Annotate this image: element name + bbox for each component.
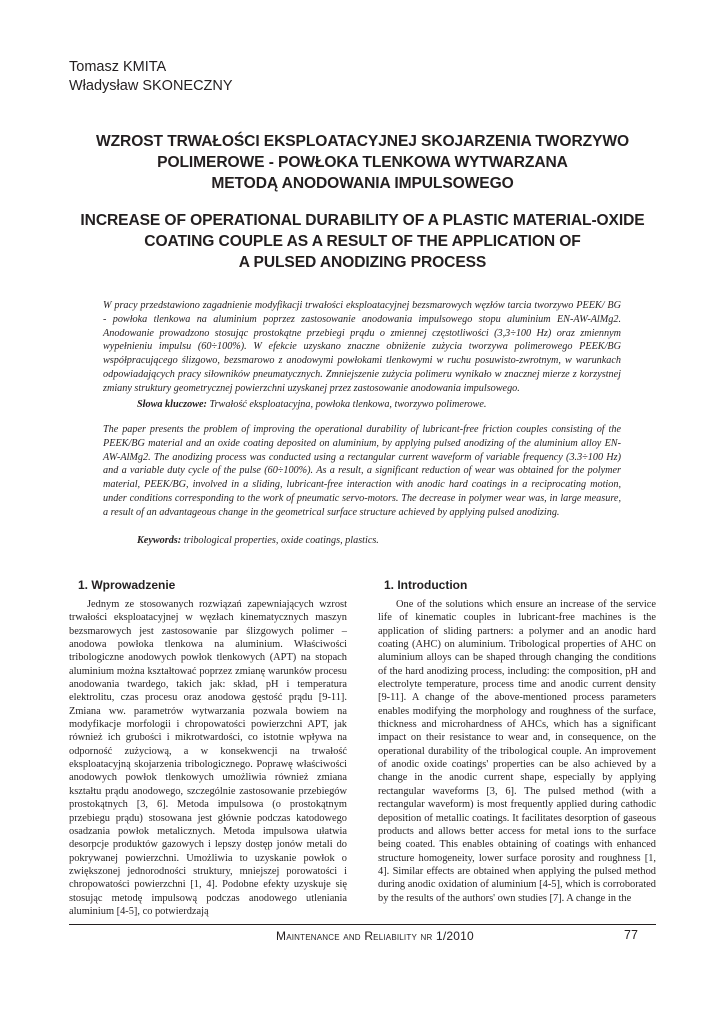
section-heading-polish: 1. Wprowadzenie (78, 578, 176, 592)
abstract-polish: W pracy przedstawiono zagadnienie modyfikacji trwałości eksploatacyjnej bezsmarowych węzłów tarcia tworzywo PEEK/ BG - powłoka tlenkowa na aluminium poprzez zastosowanie anodowania impulsowego stopu aluminium EN-AW-AlMg2. Anodowanie prowadzono stosując prostokątne przebiegi prądu o zmiennej częstotliwości (3,3÷100 Hz) oraz zmiennym wypełnieniu impulsu (60÷100%). W efekcie uzyskano znaczne obniżenie zużycia tworzywa polimerowego PEEK/BG współpracującego ślizgowo, bezsmarowo z anodowymi powłokami tlenkowymi w ruchu posuwisto-zwrotnym, w warunkach odpowiadających pracy siłowników pneumatycznych. Zmniejszenie zużycia polimeru wynikało w znacznej mierze z korzystnej zmiany struktury geometrycznej powierzchni uzyskanej przez zastosowanie anodowania impulsowego. (103, 300, 621, 394)
author-list (69, 58, 233, 96)
author-name: Tomasz KMITA (69, 59, 167, 75)
page-number: 77 (624, 928, 638, 942)
author-name: Władysław SKONECZNY (69, 78, 233, 94)
keywords-label: Keywords: (137, 535, 182, 546)
section-heading-english: 1. Introduction (384, 578, 468, 592)
keywords-text: tribological properties, oxide coatings, plastics. (181, 535, 379, 546)
title-polish (60, 131, 665, 194)
title-english (60, 210, 665, 273)
title-line: POLIMEROWE - POWŁOKA TLENKOWA WYTWARZANA (157, 154, 568, 171)
body-column-english (378, 598, 656, 905)
abstract-english: The paper presents the problem of improving the operational durability of lubricant-free friction couples consisting of the PEEK/BG material and an oxide coating deposited on aluminium, by applying pulsed anodizing of the aluminium alloy EN-AW-AlMg2. The anodizing process was conducted using a rectangular current waveform of variable frequency (3.3÷100 Hz) and a variable duty cycle of the pulse (60÷100%). As a result, a significant reduction of wear was obtained for the polymer material, PEEK/BG, involved in a sliding, lubricant-free interaction with anodic hard coatings in a reciprocating motion, under conditions corresponding to the work of pneumatic servo-motors. The decrease in polymer wear was, in large measure, a result of an advantageous change in the geometrical surface structure achieved by applying pulsed anodizing. (103, 424, 621, 518)
body-paragraph: Jednym ze stosowanych rozwiązań zapewniających wzrost trwałości eksploatacyjnej w węzłach kinematycznych maszyn bezsmarowych jest zastosowanie par ślizgowych polimer – anodowa powłoka tlenkowa na aluminium. Właściwości tribologiczne anodowych powłok tlenkowych (APT) na stopach aluminium można kształtować poprzez zmianę warunków procesu anodowania twardego, takich jak: skład, pH i temperatura elektrolitu, czas procesu oraz anodowa gęstość prądu [9-11]. Zmiana ww. parametrów wytwarzania pozwala bowiem na modyfikacje morfologii i chropowatości powierzchni APT, jak również ich grubości i mikrotwardości, co istotnie wpływa na odporność zużyciową, a w konsekwencji na trwałość eksploatacyjną skojarzenia tribologicznego. Poprawę właściwości anodowych powłok tlenkowych umożliwia również zmiana kształtu prądu anodowego, szczególnie zastosowanie przebiegów prostokątnych [3, 6]. Metoda impulsowa (o prostokątnym przebiegu prądu) stosowana jest głównie podczas katodowego osadzania powłok metalicznych. Metoda impulsowa ułatwia desorpcje produktów gazowych i lepszy dostęp jonów metali do pokrywanej powierzchni. Umożliwia to uzyskanie powłok o zwiększonej jednorodności struktury, mniejszej porowatości i chropowatości powierzchni [1, 4]. Podobne efekty uzyskuje się stosując metodę impulsową podczas anodowego utleniania aluminium [4-5], co potwierdzają (69, 599, 347, 917)
body-paragraph: One of the solutions which ensure an increase of the service life of kinematic couples in lubricant-free machines is the application of sliding partners: a polymer and an anodic hard coating (AHC) on aluminium. Tribological properties of AHC on aluminium alloys can be shaped through changing the conditions of the hard anodizing process, including: the composition, pH and electrolyte temperature, process time and anodic current density [9-11]. A change of the above-mentioned process parameters enables modifying the morphology and roughness of the surface, thickness and microhardness of AHCs, which has a significant impact on their resistance to wear and, in consequence, on the operational durability of the tribological couple. An improvement of anodic oxide coatings' properties can be also achieved by a change in the anodic current shape, especially by applying rectangular waveforms [3, 6]. The pulsed method (with a rectangular waveform) is most frequently applied during cathodic deposition of metallic coatings. It facilitates desorption of gaseous products and allows better access for metal ions to the surface being coated. This enables obtaining of coatings with enhanced structure homogeneity, lower surface porosity and roughness [1, 4]. Similar effects are obtained when applying the pulsed method during anodic oxidation of aluminium [4-5], which is corroborated by the results of the authors' own studies [7]. A change in the (378, 599, 656, 904)
title-line: INCREASE OF OPERATIONAL DURABILITY OF A PLASTIC MATERIAL-OXIDE (80, 212, 645, 229)
footer-divider (69, 924, 656, 925)
keywords-text: Trwałość eksploatacyjna, powłoka tlenkowa, tworzywo polimerowe. (206, 399, 487, 410)
title-line: COATING COUPLE AS A RESULT OF THE APPLICATION OF (144, 233, 581, 250)
title-line: METODĄ ANODOWANIA IMPULSOWEGO (211, 175, 514, 192)
body-column-polish (69, 598, 347, 918)
journal-name: Maintenance and Reliability nr 1/2010 (276, 929, 474, 943)
title-line: A PULSED ANODIZING PROCESS (238, 254, 487, 271)
title-line: WZROST TRWAŁOŚCI EKSPLOATACYJNEJ SKOJARZENIA TWORZYWO (96, 133, 629, 150)
keywords-label: Słowa kluczowe: (137, 399, 207, 410)
keywords-polish (137, 398, 486, 411)
keywords-english (137, 534, 379, 547)
